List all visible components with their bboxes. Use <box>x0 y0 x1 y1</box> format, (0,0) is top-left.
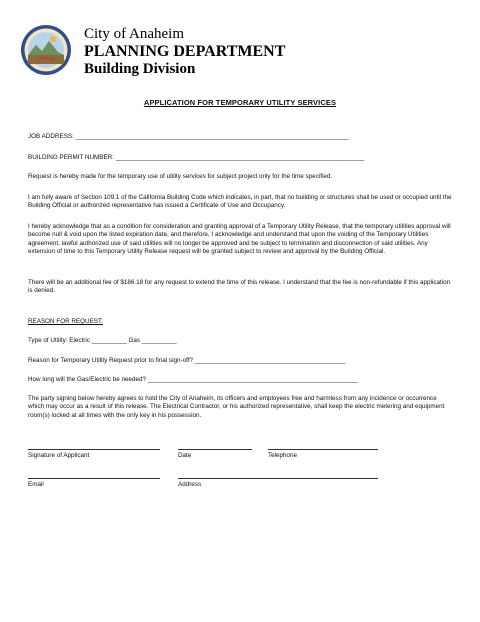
telephone-label: Telephone <box>268 452 298 459</box>
job-address-field[interactable]: JOB ADDRESS: ______________________________________________________________________________ <box>28 133 349 140</box>
date-label: Date <box>178 452 192 459</box>
form-title: APPLICATION FOR TEMPORARY UTILITY SERVICES <box>143 98 337 107</box>
signature-label: Signature of Applicant <box>28 452 90 459</box>
building-code-paragraph: I am fully aware of Section 109.1 of the California Building Code which indicates, in part, that no building or structures shall be used or occupied until the Building Official or authorized representative has issued a Certificate of Use and Occupancy. <box>28 194 452 210</box>
reason-field[interactable]: Reason for Temporary Utility Request prior to final sign-off? ___________________________________________ <box>28 357 346 364</box>
telephone-line[interactable] <box>268 449 378 450</box>
division-name: Building Division <box>84 61 196 77</box>
department-name: PLANNING DEPARTMENT <box>84 43 286 60</box>
signature-line[interactable] <box>28 449 160 450</box>
utility-type-field[interactable]: Type of Utility: Electric __________ Gas __________ <box>28 337 177 344</box>
address-line[interactable] <box>178 478 378 479</box>
email-line[interactable] <box>28 478 160 479</box>
acknowledgement-paragraph: I hereby acknowledge that as a condition for consideration and granting approval of a Temporary Utility Release, that the temporary utilities approval will become null & void upon the listed expiration date, and therefore, I acknowledge and understand that upon the voiding of the Temporary Utilities agreement, lawful authorized use of said utilities will no longer be approved and be subject to termination and disconnection of said utilities. Any extension of time to this Temporary Utility Release request will be granted subject to review and approval by the Building Official. <box>28 223 451 256</box>
building-permit-number-field[interactable]: BUILDING PERMIT NUMBER: _______________________________________________________________________ <box>28 154 365 161</box>
email-label: Email <box>28 481 44 488</box>
request-paragraph: Request is hereby made for the temporary use of utility services for subject project only for the time specified. <box>28 173 333 180</box>
city-seal-icon <box>20 24 72 76</box>
reason-heading: REASON FOR REQUEST: <box>28 318 103 325</box>
date-line[interactable] <box>178 449 252 450</box>
address-label: Address <box>178 481 202 488</box>
duration-field[interactable]: How long will the Gas/Electric be needed? ____________________________________________________________ <box>28 376 358 383</box>
city-name: City of Anaheim <box>84 26 184 42</box>
fee-paragraph: There will be an additional fee of $186.18 for any request to extend the time of this release. I understand that the fee is non-refundable if this application is denied. <box>28 279 451 295</box>
hold-harmless-paragraph: The party signing below hereby agrees to hold the City of Anaheim, its officers and employees free and harmless from any incidence or occurrence which may occur as a result of this release. The Electrical Contractor, or his authorized representative, shall keep the electric metering and equipment room(s) locked at all times with the only key in his possession. <box>28 395 445 419</box>
